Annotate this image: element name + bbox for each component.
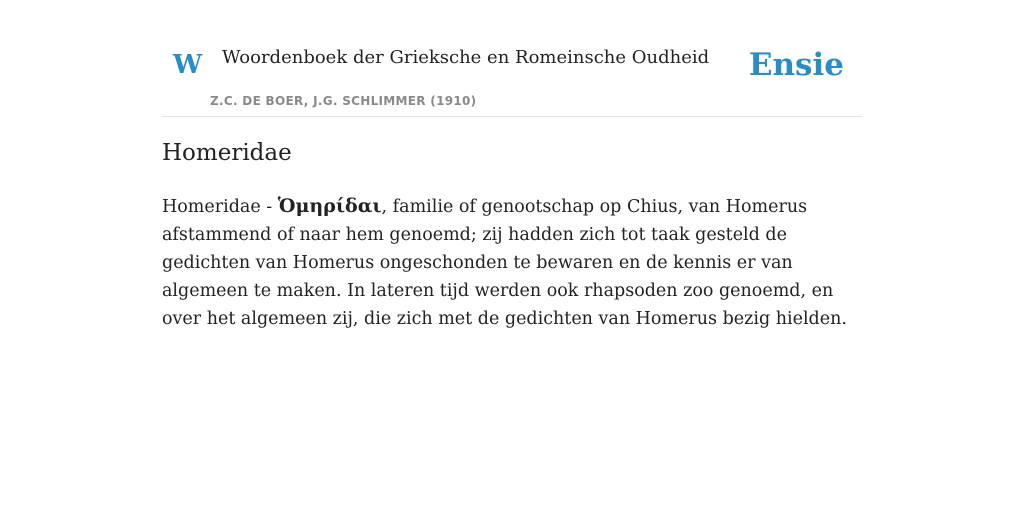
entry-body [162, 192, 867, 333]
ensie-logo-link[interactable]: Ensie [748, 47, 844, 83]
entry-greek-term: Ὁμηρίδαι [277, 195, 382, 217]
book-title[interactable]: Woordenboek der Grieksche en Romeinsche Oudheid [222, 47, 710, 68]
book-header [162, 0, 862, 117]
book-authors: Z.C. DE BOER, J.G. SCHLIMMER (1910) [210, 94, 477, 108]
entry-title: Homeridae [162, 140, 292, 166]
entry-separator: - [260, 197, 278, 217]
entry-lemma: Homeridae [162, 197, 261, 217]
entry-definition: , familie of genootschap op Chius, van Homerus afstammend of naar hem genoemd; zij hadden zich tot taak gesteld de gedichten van Homerus ongeschonden te bewaren en de kennis er van algemeen te maken. In lateren tijd werden ook rhapsoden zoo genoemd, en over het algemeen zij, die zich met de gedichten van Homerus bezig hielden. [162, 197, 847, 329]
w-logo-link[interactable]: W [173, 50, 203, 80]
